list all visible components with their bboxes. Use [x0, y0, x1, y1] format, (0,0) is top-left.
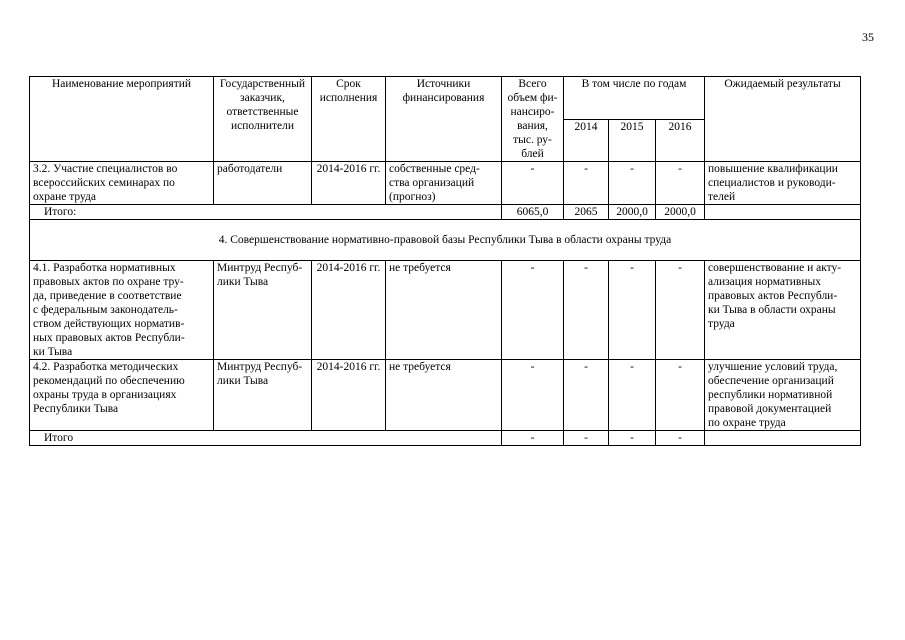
total-2-label: Итого — [30, 431, 502, 446]
row-4-2-2014: - — [564, 360, 609, 431]
row-4-2-result: улучшение условий труда, обеспечение организаций республики нормативной правовой документацией по охране труда — [705, 360, 861, 431]
total-2015: 2000,0 — [609, 205, 656, 220]
row-4-1-2015: - — [609, 261, 656, 360]
total-2-sum: - — [502, 431, 564, 446]
row-4-1-term: 2014-2016 гг. — [312, 261, 386, 360]
row-4-1-customer: Минтруд Респуб- лики Тыва — [214, 261, 312, 360]
header-by-years: В том числе по годам — [564, 77, 705, 120]
total-label: Итого: — [30, 205, 502, 220]
total-2-result-empty — [705, 431, 861, 446]
row-3-2-total: - — [502, 162, 564, 205]
section-4-title: 4. Совершенствование нормативно-правовой базы Республики Тыва в области охраны труда — [30, 220, 861, 261]
total-2-2015: - — [609, 431, 656, 446]
header-total: Всего объем фи- нансиро- вания, тыс. ру- блей — [502, 77, 564, 162]
section-row — [30, 220, 861, 261]
row-3-2-term: 2014-2016 гг. — [312, 162, 386, 205]
total-2016: 2000,0 — [656, 205, 705, 220]
row-4-2-2015: - — [609, 360, 656, 431]
total-2-2016: - — [656, 431, 705, 446]
table-row — [30, 162, 861, 205]
row-4-2-name: 4.2. Разработка методических рекомендаций по обеспечению охраны труда в организациях Республики Тыва — [30, 360, 214, 431]
header-year-2015: 2015 — [609, 119, 656, 162]
row-4-1-name: 4.1. Разработка нормативных правовых актов по охране тру- да, приведение в соответствие с федеральным законодатель- ством действующих норматив- ных правовых актов Республи- ки Тыва — [30, 261, 214, 360]
header-name: Наименование мероприятий — [30, 77, 214, 162]
row-3-2-2014: - — [564, 162, 609, 205]
header-row — [30, 77, 861, 120]
table-row — [30, 261, 861, 360]
page-number: 35 — [862, 30, 874, 44]
row-4-2-term: 2014-2016 гг. — [312, 360, 386, 431]
table-row — [30, 360, 861, 431]
activities-table — [29, 76, 861, 446]
row-4-1-2014: - — [564, 261, 609, 360]
total-result-empty — [705, 205, 861, 220]
header-year-2014: 2014 — [564, 119, 609, 162]
header-term: Срок исполнения — [312, 77, 386, 162]
header-results: Ожидаемый результаты — [705, 77, 861, 162]
row-4-2-total: - — [502, 360, 564, 431]
total-2-2014: - — [564, 431, 609, 446]
total-2014: 2065 — [564, 205, 609, 220]
row-4-1-source: не требуется — [386, 261, 502, 360]
total-row — [30, 205, 861, 220]
row-3-2-2015: - — [609, 162, 656, 205]
header-customer: Государственный заказчик, ответственные исполнители — [214, 77, 312, 162]
row-3-2-result: повышение квалификации специалистов и руководи- телей — [705, 162, 861, 205]
total-row-2 — [30, 431, 861, 446]
row-3-2-name: 3.2. Участие специалистов во всероссийских семинарах по охране труда — [30, 162, 214, 205]
row-4-1-total: - — [502, 261, 564, 360]
total-sum: 6065,0 — [502, 205, 564, 220]
row-3-2-2016: - — [656, 162, 705, 205]
row-4-1-result: совершенствование и акту- ализация нормативных правовых актов Республи- ки Тыва в области охраны труда — [705, 261, 861, 360]
row-3-2-customer: работодатели — [214, 162, 312, 205]
row-4-2-customer: Минтруд Респуб- лики Тыва — [214, 360, 312, 431]
row-3-2-source: собственные сред- ства организаций (прогноз) — [386, 162, 502, 205]
header-year-2016: 2016 — [656, 119, 705, 162]
row-4-1-2016: - — [656, 261, 705, 360]
header-sources: Источники финансирования — [386, 77, 502, 162]
row-4-2-2016: - — [656, 360, 705, 431]
row-4-2-source: не требуется — [386, 360, 502, 431]
